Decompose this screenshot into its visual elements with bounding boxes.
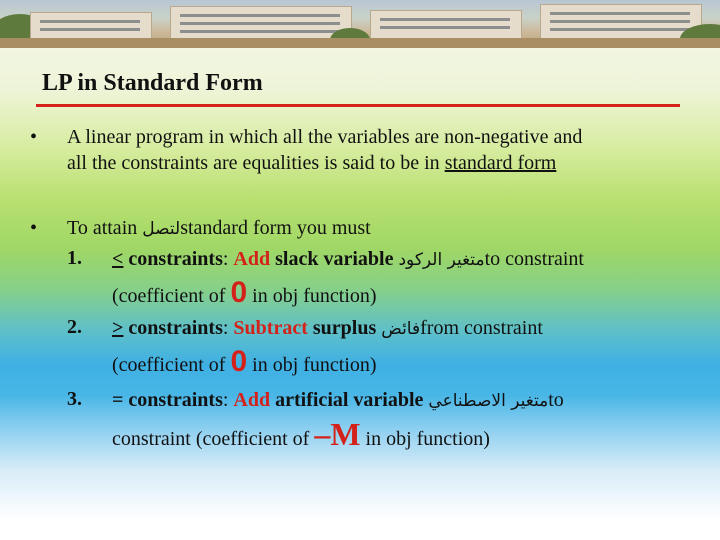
- step-variable: surplus: [307, 317, 382, 339]
- arabic-term: فائض: [381, 319, 421, 339]
- step-2-line-1: [112, 316, 543, 341]
- step-action: Add: [233, 389, 271, 411]
- bullet-2-suffix: standard form you must: [180, 217, 371, 239]
- bullet-1-line-2-text: all the constraints are equalities is said to be in: [67, 152, 445, 174]
- arabic-term: متغير الركود: [398, 250, 485, 270]
- coefficient-text: constraint (coefficient of: [112, 428, 315, 450]
- step-tail: to constraint: [484, 248, 584, 270]
- less-than-symbol: <: [112, 248, 124, 270]
- title-underline: [36, 104, 680, 107]
- step-colon: :: [222, 248, 234, 270]
- step-3-line-2: [112, 416, 490, 452]
- bullet-2-line: [67, 216, 371, 241]
- coefficient-value: 0: [230, 345, 248, 378]
- equals-symbol: =: [112, 389, 124, 411]
- step-variable: artificial variable: [270, 389, 429, 411]
- step-label: constraints: [123, 389, 223, 411]
- coefficient-value: 0: [230, 276, 248, 309]
- coefficient-text: in obj function): [247, 285, 377, 307]
- step-action: Subtract: [233, 317, 308, 339]
- step-number: 2.: [67, 316, 82, 338]
- bullet-1-line-1: A linear program in which all the variables are non-negative and: [67, 126, 583, 148]
- bullet-1-line-2: [67, 151, 556, 175]
- slide-title: LP in Standard Form: [42, 70, 263, 96]
- step-number: 3.: [67, 388, 82, 410]
- step-action: Add: [233, 248, 271, 270]
- step-tail: from constraint: [420, 317, 543, 339]
- step-colon: :: [222, 389, 234, 411]
- step-2-line-2: [112, 345, 377, 378]
- step-colon: :: [222, 317, 234, 339]
- step-1-line-1: [112, 247, 584, 272]
- coefficient-text: (coefficient of: [112, 354, 231, 376]
- step-tail: to: [548, 389, 564, 411]
- step-label: constraints: [123, 248, 223, 270]
- arabic-term: متغير الاصطناعي: [428, 391, 549, 411]
- coefficient-text: (coefficient of: [112, 285, 231, 307]
- bullet-marker: •: [30, 126, 38, 148]
- step-variable: slack variable: [270, 248, 399, 270]
- coefficient-value: –M: [314, 416, 361, 452]
- coefficient-text: in obj function): [360, 428, 490, 450]
- bullet-2-prefix: To attain: [67, 217, 143, 239]
- arabic-term: لتصل: [142, 219, 181, 239]
- step-1-line-2: [112, 276, 377, 309]
- coefficient-text: in obj function): [247, 354, 377, 376]
- standard-form-term: standard form: [444, 152, 557, 174]
- step-3-line-1: [112, 388, 564, 413]
- bullet-marker: •: [30, 217, 38, 239]
- greater-than-symbol: >: [112, 317, 124, 339]
- campus-banner-image: [0, 0, 720, 48]
- step-label: constraints: [123, 317, 223, 339]
- step-number: 1.: [67, 247, 82, 269]
